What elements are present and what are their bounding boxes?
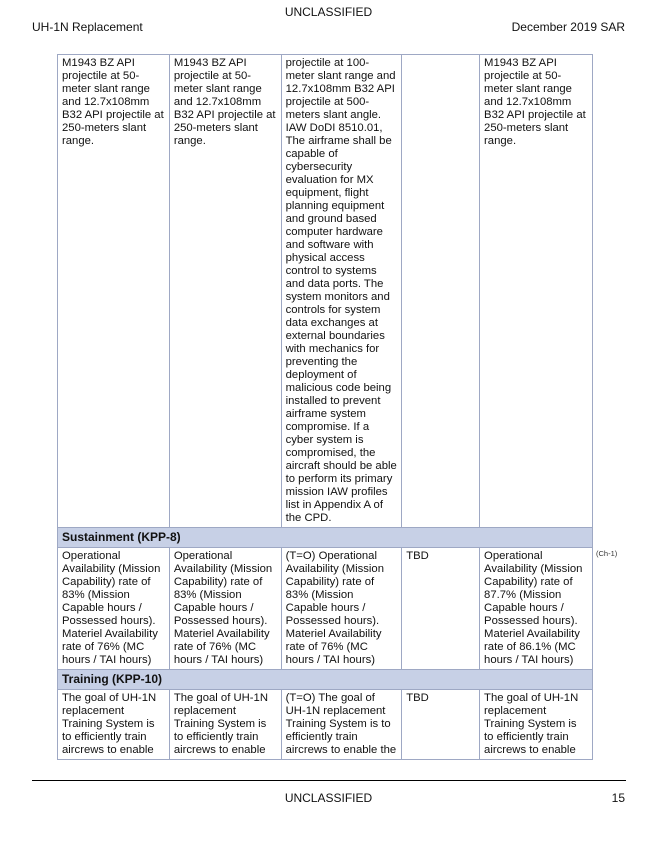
section-title: Training (KPP-10) — [58, 670, 593, 690]
top-classification: UNCLASSIFIED — [284, 5, 373, 19]
program-name: UH-1N Replacement — [32, 20, 143, 34]
table-cell: M1943 BZ API projectile at 50-meter slant range and 12.7x108mm B32 API projectile at 250-meters slant range. — [58, 55, 170, 528]
page-number: 15 — [611, 791, 625, 805]
requirements-table — [57, 54, 593, 760]
footer-divider — [32, 780, 626, 781]
section-row-sustainment — [58, 528, 593, 548]
table-cell: Operational Availability (Mission Capability) rate of 87.7% (Mission Capable hours / Possessed hours). Materiel Availability rate of 86.1% (MC hours / TAI hours) — [480, 548, 593, 670]
table-row — [58, 55, 593, 528]
table-cell: TBD — [402, 690, 480, 760]
table-cell: The goal of UH-1N replacement Training System is to efficiently train aircrews to enable — [169, 690, 281, 760]
table-row — [58, 548, 593, 670]
change-note: (Ch-1) — [596, 549, 618, 558]
table-cell — [402, 55, 480, 528]
table-cell: (T=O) The goal of UH-1N replacement Training System is to efficiently train aircrews to enable the — [281, 690, 402, 760]
footer-classification: UNCLASSIFIED — [284, 791, 373, 805]
table-cell: The goal of UH-1N replacement Training System is to efficiently train aircrews to enable — [58, 690, 170, 760]
section-row-training — [58, 670, 593, 690]
table-cell: Operational Availability (Mission Capability) rate of 83% (Mission Capable hours / Possessed hours). Materiel Availability rate of 76% (MC hours / TAI hours) — [58, 548, 170, 670]
section-title: Sustainment (KPP-8) — [58, 528, 593, 548]
table-row — [58, 690, 593, 760]
table-cell: projectile at 100-meter slant range and 12.7x108mm B32 API projectile at 500-meters slant angle. IAW DoDI 8510.01, The airframe shall be capable of cybersecurity evaluation for MX equipment, flight planning equipment and ground based computer hardware and software with physical access control to systems and data ports. The system monitors and controls for system data exchanges at external boundaries with mechanics for preventing the deployment of malicious code being installed to prevent airframe system compromise. If a cyber system is compromised, the aircraft should be able to perform its primary mission IAW profiles list in Appendix A of the CPD. — [281, 55, 402, 528]
table-cell: The goal of UH-1N replacement Training System is to efficiently train aircrews to enable — [480, 690, 593, 760]
table-cell: (T=O) Operational Availability (Mission Capability) rate of 83% (Mission Capable hours / Possessed hours). Materiel Availability rate of 76% (MC hours / TAI hours) — [281, 548, 402, 670]
table-cell: M1943 BZ API projectile at 50-meter slant range and 12.7x108mm B32 API projectile at 250-meters slant range. — [169, 55, 281, 528]
table-cell: Operational Availability (Mission Capability) rate of 83% (Mission Capable hours / Possessed hours). Materiel Availability rate of 76% (MC hours / TAI hours) — [169, 548, 281, 670]
table-cell: TBD — [402, 548, 480, 670]
table-cell: M1943 BZ API projectile at 50-meter slant range and 12.7x108mm B32 API projectile at 250-meters slant range. — [480, 55, 593, 528]
report-date: December 2019 SAR — [511, 20, 625, 34]
